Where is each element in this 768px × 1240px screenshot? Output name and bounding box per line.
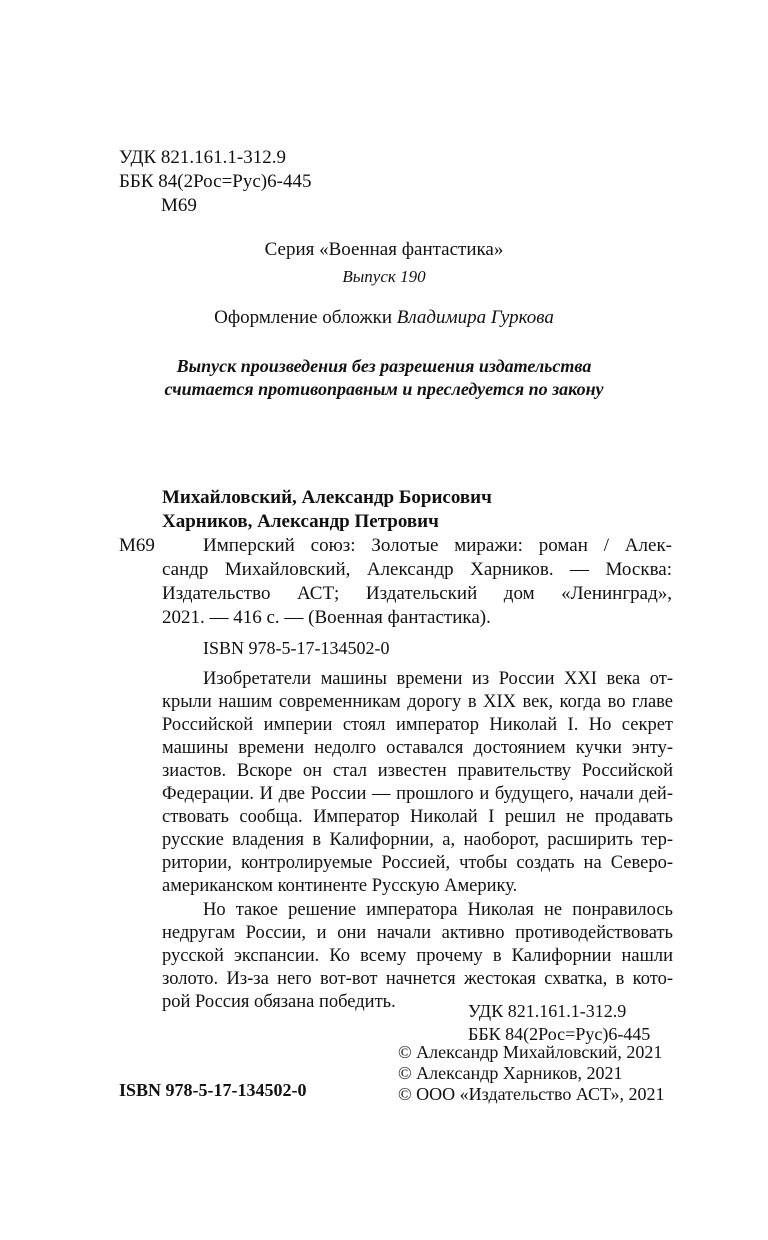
bbk-code: ББК 84(2Рос=Рус)6-445 [119,171,312,192]
catalog-line: Имперский союз: Золотые миражи: роман / Алек- [203,535,672,556]
annotation-line: зиастов. Вскоре он стал известен правительству Российской [162,761,673,781]
annotation-line: Но такое решение императора Николая не понравилось [203,900,673,920]
annotation-line: американском континенте Русскую Америку. [162,876,518,896]
author-2: Харников, Александр Петрович [162,511,439,532]
annotation-line: рой Россия обязана победить. [162,992,396,1012]
annotation-line: золото. Из-за него вот-вот начнется жестокая схватка, в кото- [162,969,673,989]
series-issue: Выпуск 190 [342,267,426,286]
copyright-block [398,1042,665,1105]
bottom-udk-code: УДК 821.161.1-312.9 [468,1001,627,1021]
legal-notice-line-1: Выпуск произведения без разрешения издательства [176,356,592,376]
isbn-footer: ISBN 978-5-17-134502-0 [119,1080,307,1100]
catalog-line: сандр Михайловский, Александр Харников. — Москва: [162,559,672,580]
catalog-line: 2021. — 416 с. — (Военная фантастика). [162,607,491,628]
annotation-line: русские владения в Калифорнии, а, наоборот, расширить тер- [162,830,673,850]
cover-credit [0,306,768,330]
annotation-line: русской экспансии. Ко всему прочему в Калифорнии нашли [162,946,673,966]
cover-credit-prefix: Оформление обложки [214,307,397,328]
annotation-paragraph-1 [162,668,673,898]
catalog-line: Издательство АСТ; Издательский дом «Ленинград», [162,583,672,604]
catalog-description [162,534,672,630]
annotation-line: машины времени недолго оставался достоянием кучки энту- [162,738,673,758]
annotation-line: крыли нашим современникам дорогу в XIX век, когда во главе [162,692,673,712]
catalog-isbn: ISBN 978-5-17-134502-0 [203,638,390,658]
copyright-line: © ООО «Издательство АСТ», 2021 [398,1084,665,1104]
annotation-line: Российской империи стоял император Николай I. Но секрет [162,715,673,735]
series-title: Серия «Военная фантастика» [264,239,504,260]
annotation-line: недругам России, и они начали активно противодействовать [162,923,673,943]
annotation-line: Федерации. И две России — прошлого и будущего, начали дей- [162,784,673,804]
cover-artist: Владимира Гуркова [396,307,554,328]
annotation-line: ствовать сообща. Император Николай I решил не продавать [162,807,673,827]
author-mark: М69 [161,195,197,216]
copyright-line: © Александр Михайловский, 2021 [398,1042,663,1062]
bottom-bbk-code: ББК 84(2Рос=Рус)6-445 [468,1024,651,1044]
catalog-mark: М69 [119,535,155,556]
author-1: Михайловский, Александр Борисович [162,487,492,508]
legal-notice-line-2: считается противоправным и преследуется по закону [164,379,604,399]
annotation-line: ритории, контролируемые Россией, чтобы создать на Северо- [162,853,673,873]
udk-code: УДК 821.161.1-312.9 [119,147,286,168]
copyright-line: © Александр Харников, 2021 [398,1063,623,1083]
annotation-line: Изобретатели машины времени из России XXI века от- [203,669,673,689]
annotation-paragraph-2 [162,899,673,1014]
